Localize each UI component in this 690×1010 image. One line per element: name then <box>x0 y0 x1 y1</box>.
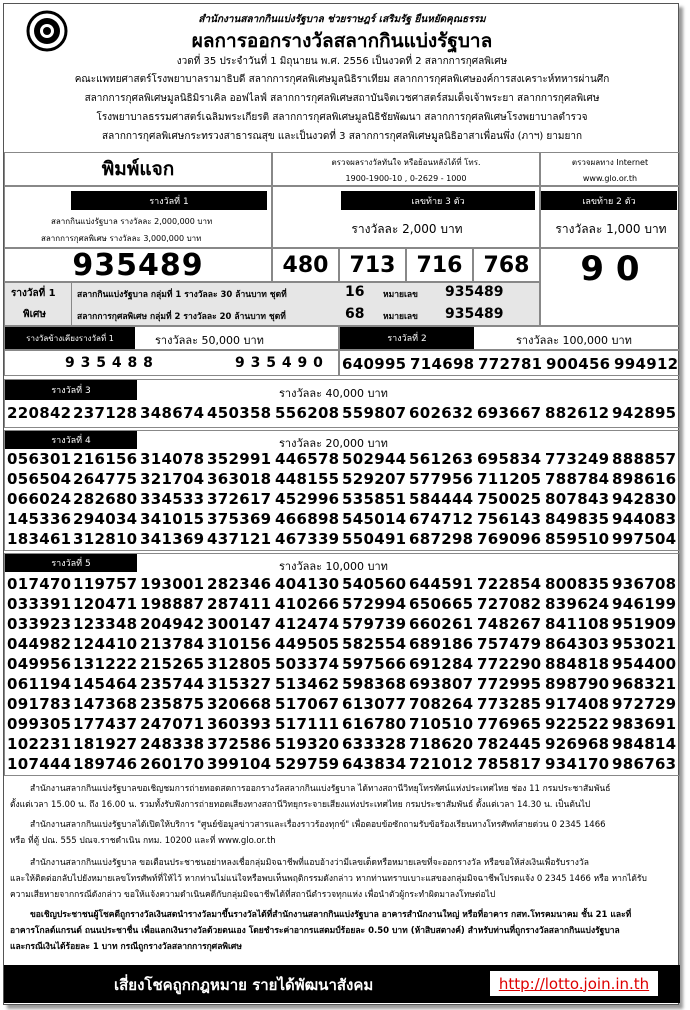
second-number: 900456 <box>546 355 611 373</box>
fifth-number: 503374 <box>275 655 340 673</box>
note-text: และให้ติดต่อกลับไปยังหมายเลขโทรศัพท์ที่ให้ไว้ หากท่านไม่แน่ใจหรือพบเห็นพฤติกรรมดังกล่าว หากท่านทราบเบาะแสของกลุ่มมิจฉาชีพโปรดแจ้ง 0 2345 1466 หรือ หากได้รับ <box>10 874 647 884</box>
fourth-number: 674712 <box>409 510 474 528</box>
fifth-number: 864303 <box>545 635 610 653</box>
fifth-number: 248338 <box>140 735 205 753</box>
fourth-number: 056301 <box>7 450 72 468</box>
note-text: ความเสียหายจากกรณีดังกล่าว ขอให้แจ้งความดำเนินคดีกับกลุ่มมิจฉาชีพได้ที่สถานีตำรวจทุกแห่ง เพื่อนำตัวผู้กระทำผิดมาลงโทษต่อไป <box>10 890 496 900</box>
fifth-number: 410266 <box>275 595 340 613</box>
fifth-label: รางวัลที่ 5 <box>5 554 137 572</box>
special-row-no-label: หมายเลข <box>383 312 418 322</box>
fifth-number: 529759 <box>275 755 340 773</box>
fourth-number: 711205 <box>477 470 542 488</box>
fifth-number: 613077 <box>342 695 407 713</box>
footer-slogan: เสี่ยงโชคถูกกฎหมาย รายได้พัฒนาสังคม <box>114 976 374 994</box>
near-first-numbers <box>4 350 339 376</box>
fifth-number: 776965 <box>477 715 542 733</box>
fifth-number: 404130 <box>275 575 340 593</box>
last2-box <box>540 186 680 248</box>
phone-check-text: ตรวจผลรางวัลทันใจ หรือย้อนหลังได้ที่ โทร. <box>331 158 481 167</box>
fourth-number: 446578 <box>275 450 340 468</box>
fifth-number: 708264 <box>409 695 474 713</box>
fifth-number: 898790 <box>545 675 610 693</box>
fourth-number: 372617 <box>207 490 272 508</box>
fifth-number: 693807 <box>409 675 474 693</box>
fifth-number: 748267 <box>477 615 542 633</box>
fourth-number: 145336 <box>7 510 72 528</box>
fifth-number: 131222 <box>73 655 138 673</box>
fifth-number: 091783 <box>7 695 72 713</box>
special-row-desc: สลากการกุศลพิเศษ กลุ่มที่ 2 รางวัลละ 20 ล้านบาท ชุดที่ <box>77 312 286 322</box>
fifth-number: 946199 <box>612 595 677 613</box>
phone-check-box <box>272 152 540 186</box>
near-first-number: 9 3 5 4 8 8 <box>65 355 154 371</box>
lottery-result-sheet <box>3 3 679 1005</box>
near-first-number: 9 3 5 4 9 0 <box>235 355 324 371</box>
near-first-prize: รางวัลละ 50,000 บาท <box>155 334 264 347</box>
special-row-number: 935489 <box>445 284 504 300</box>
fifth-number: 757479 <box>477 635 542 653</box>
special-row-desc: สลากกินแบ่งรัฐบาล กลุ่มที่ 1 รางวัลละ 30 ล้านบาท ชุดที่ <box>77 290 287 300</box>
special-row-set: 16 <box>345 284 365 300</box>
fifth-number: 120471 <box>73 595 138 613</box>
near-first-header <box>4 326 339 350</box>
note-text: สำนักงานสลากกินแบ่งรัฐบาลได้เปิดให้บริการ "ศูนย์ข้อมูลข่าวสารและเรื่องราวร้องทุกข์" เพื่อตอบข้อซักถามรับข้อร้องเรียนทางโทรศัพท์สายด่วน 0 2345 1466 <box>30 820 606 830</box>
fifth-number: 282346 <box>207 575 272 593</box>
fifth-number: 519320 <box>275 735 340 753</box>
fourth-number: 769096 <box>477 530 542 548</box>
fifth-number: 718620 <box>409 735 474 753</box>
fifth-number: 181927 <box>73 735 138 753</box>
fourth-number: 807843 <box>545 490 610 508</box>
internet-label: ตรวจผลทาง Internet <box>571 158 649 167</box>
second-label: รางวัลที่ 2 <box>340 327 474 349</box>
fifth-number: 360393 <box>207 715 272 733</box>
fifth-number: 839624 <box>545 595 610 613</box>
fifth-number: 954400 <box>612 655 677 673</box>
fifth-number: 660261 <box>409 615 474 633</box>
fifth-number: 841108 <box>545 615 610 633</box>
fifth-number: 917408 <box>545 695 610 713</box>
header <box>4 4 680 152</box>
third-number: 556208 <box>275 404 340 422</box>
fourth-number: 294034 <box>73 510 138 528</box>
note-text: ขอเชิญประชาชนผู้โชคดีถูกรางวัลเงินสดนำรางวัลมาขึ้นรางวัลได้ที่สำนักงานสลากกินแบ่งรัฐบาล อาคารสำนักงานใหญ่ หรือที่อาคาร กสท.โทรคมนาคม ชั้น 21 และที่ <box>30 910 632 920</box>
special-row-no-label: หมายเลข <box>383 290 418 300</box>
first-prize-line: สลากการกุศลพิเศษ รางวัลละ 3,000,000 บาท <box>41 234 202 243</box>
third-number: 942895 <box>612 404 677 422</box>
fourth-number: 944083 <box>612 510 677 528</box>
fifth-number: 049956 <box>7 655 72 673</box>
fifth-number: 782445 <box>477 735 542 753</box>
second-header <box>339 326 680 350</box>
fifth-number: 147368 <box>73 695 138 713</box>
draw-info: งวดที่ 35 ประจำวันที่ 1 มิถุนายน พ.ศ. 2556 เป็นงวดที่ 2 สลากการกุศลพิเศษ <box>176 56 508 67</box>
fifth-number: 513462 <box>275 675 340 693</box>
fifth-number: 800835 <box>545 575 610 593</box>
fourth-number: 056504 <box>7 470 72 488</box>
third-number: 602632 <box>409 404 474 422</box>
fourth-label: รางวัลที่ 4 <box>5 431 137 449</box>
charity-line: สลากการกุศลพิเศษกระทรวงสาธารณสุข และเป็นงวดที่ 3 สลากการกุศลพิเศษมูลนิธิอาสาเพื่อนพึ่ง (ภาฯ) ยามยาก <box>101 131 583 142</box>
fifth-number: 785817 <box>477 755 542 773</box>
fifth-number: 412474 <box>275 615 340 633</box>
fourth-number: 849835 <box>545 510 610 528</box>
third-number: 693667 <box>477 404 542 422</box>
fifth-number: 099305 <box>7 715 72 733</box>
charity-line: คณะแพทยศาสตร์โรงพยาบาลรามาธิบดี สลากการกุศลพิเศษมูลนิธิราเทียม สลากการกุศลพิเศษองค์การสงเคราะห์ทหารผ่านศึก <box>74 74 610 85</box>
charity-line: โรงพยาบาลธรรมศาสตร์เฉลิมพระเกียรติ สลากการกุศลพิเศษมูลนิธิชัยพัฒนา สลากการกุศลพิเศษโรงพยาบาลตำรวจ <box>96 112 588 123</box>
fifth-number: 540560 <box>342 575 407 593</box>
second-numbers <box>339 350 680 376</box>
fifth-number: 312805 <box>207 655 272 673</box>
fifth-number: 017470 <box>7 575 72 593</box>
fifth-number: 198887 <box>140 595 205 613</box>
fifth-number: 320668 <box>207 695 272 713</box>
website-link[interactable]: www.glo.or.th <box>582 174 638 183</box>
fourth-number: 529207 <box>342 470 407 488</box>
fifth-number: 598368 <box>342 675 407 693</box>
special-label: พิเศษ <box>23 309 46 320</box>
fifth-number: 934170 <box>545 755 610 773</box>
second-number: 714698 <box>410 355 475 373</box>
fourth-number: 888857 <box>612 450 677 468</box>
fourth-number: 466898 <box>275 510 340 528</box>
fifth-number: 772995 <box>477 675 542 693</box>
fourth-number: 282680 <box>73 490 138 508</box>
fifth-number: 582554 <box>342 635 407 653</box>
third-number: 450358 <box>207 404 272 422</box>
fifth-number: 986763 <box>612 755 677 773</box>
second-number: 994912 <box>614 355 679 373</box>
fifth-number: 189746 <box>73 755 138 773</box>
fourth-number: 341015 <box>140 510 205 528</box>
fifth-number: 235875 <box>140 695 205 713</box>
fifth-number: 124410 <box>73 635 138 653</box>
fifth-number: 633328 <box>342 735 407 753</box>
fourth-number: 066024 <box>7 490 72 508</box>
fourth-number: 695834 <box>477 450 542 468</box>
fourth-number: 535851 <box>342 490 407 508</box>
fourth-number: 363018 <box>207 470 272 488</box>
fourth-number: 898616 <box>612 470 677 488</box>
fifth-number: 193001 <box>140 575 205 593</box>
note-text: อาคารโกลด์แกรนด์ ถนนประชาชื่น เพื่อแลกเงินรางวัลด้วยตนเอง โดยชำระค่าอากรแสตมป์ร้อยละ 0.50 บาท (ห้าสิบสตางค์) สำหรับท่านที่ถูกรางวัลสลากกินแบ่งรัฐบาล <box>10 926 620 936</box>
note-text: ตั้งแต่เวลา 15.00 น. ถึง 16.00 น. รวมทั้งรับฟังการถ่ายทอดเสียงทางสถานีวิทยุกระจายเสียงแห่งประเทศไทย กรมประชาสัมพันธ์ ตั้งแต่เวลา 14.30 น. เป็นต้นไป <box>10 800 591 810</box>
fourth-number: 448155 <box>275 470 340 488</box>
fifth-number: 310156 <box>207 635 272 653</box>
last3-number: 768 <box>473 248 540 282</box>
fifth-number: 145464 <box>73 675 138 693</box>
fifth-number: 517067 <box>275 695 340 713</box>
fifth-number: 044982 <box>7 635 72 653</box>
fifth-number: 926968 <box>545 735 610 753</box>
fourth-number: 183461 <box>7 530 72 548</box>
fourth-number: 437121 <box>207 530 272 548</box>
phone-numbers: 1900-1900-10 , 0-2629 - 1000 <box>345 174 467 183</box>
fourth-number: 321704 <box>140 470 205 488</box>
last2-label: เลขท้าย 2 ตัว <box>541 191 677 210</box>
third-prize-box <box>4 379 680 428</box>
fifth-number: 953021 <box>612 635 677 653</box>
third-number: 348674 <box>140 404 205 422</box>
office-motto: สำนักงานสลากกินแบ่งรัฐบาล ช่วยราษฎร์ เสริมรัฐ ยืนหยัดคุณธรรม <box>198 14 486 25</box>
fifth-prize: รางวัลละ 10,000 บาท <box>279 560 388 573</box>
last2-number: 9 0 <box>540 248 680 326</box>
fifth-number: 936708 <box>612 575 677 593</box>
fourth-prize: รางวัลละ 20,000 บาท <box>279 437 388 450</box>
first-prize-label: รางวัลที่ 1 <box>71 191 267 210</box>
fifth-number: 107444 <box>7 755 72 773</box>
last3-number: 713 <box>339 248 406 282</box>
fifth-number: 213784 <box>140 635 205 653</box>
fourth-number: 334533 <box>140 490 205 508</box>
third-number: 220842 <box>7 404 72 422</box>
fifth-number: 287411 <box>207 595 272 613</box>
special-prize-box <box>4 282 540 326</box>
footer-url-link[interactable]: http://lotto.join.in.th <box>490 971 658 996</box>
fifth-number: 061194 <box>7 675 72 693</box>
fifth-number: 300147 <box>207 615 272 633</box>
fifth-number: 772290 <box>477 655 542 673</box>
fifth-number: 372586 <box>207 735 272 753</box>
special-label: รางวัลที่ 1 <box>11 288 56 299</box>
last3-number: 480 <box>272 248 339 282</box>
fourth-number: 859510 <box>545 530 610 548</box>
fifth-number: 616780 <box>342 715 407 733</box>
fourth-number: 997504 <box>612 530 677 548</box>
fourth-number: 550491 <box>342 530 407 548</box>
fifth-number: 884818 <box>545 655 610 673</box>
special-row-number: 935489 <box>445 306 504 322</box>
note-text: หรือ ที่ตู้ ปณ. 555 ปณจ.ราชดำเนิน กทม. 10200 และที่ www.glo.or.th <box>10 836 276 846</box>
fourth-number: 375369 <box>207 510 272 528</box>
fourth-number: 577956 <box>409 470 474 488</box>
fourth-number: 545014 <box>342 510 407 528</box>
free-print-label: พิมพ์แจก <box>4 152 272 186</box>
fifth-number: 033923 <box>7 615 72 633</box>
fifth-number: 689186 <box>409 635 474 653</box>
internet-check-box <box>540 152 680 186</box>
near-first-label: รางวัลข้างเคียงรางวัลที่ 1 <box>5 327 135 349</box>
fifth-number: 644591 <box>409 575 474 593</box>
note-text: และกรณีเงินได้ร้อยละ 1 บาท กรณีถูกรางวัลสลากการกุศลพิเศษ <box>10 942 242 952</box>
fifth-number: 984814 <box>612 735 677 753</box>
fourth-number: 312810 <box>73 530 138 548</box>
note-text: สำนักงานสลากกินแบ่งรัฐบาลขอเชิญชมการถ่ายทอดสดการออกรางวัลสลากกินแบ่งรัฐบาล ได้ทางสถานีวิทยุโทรทัศน์แห่งประเทศไทย ช่อง 11 กรมประชาสัมพันธ์ <box>30 784 611 794</box>
fifth-number: 572994 <box>342 595 407 613</box>
fifth-number: 123348 <box>73 615 138 633</box>
fifth-number: 968321 <box>612 675 677 693</box>
fifth-number: 204942 <box>140 615 205 633</box>
fifth-number: 727082 <box>477 595 542 613</box>
fourth-number: 502944 <box>342 450 407 468</box>
second-number: 772781 <box>478 355 543 373</box>
fifth-number: 033391 <box>7 595 72 613</box>
fifth-number: 691284 <box>409 655 474 673</box>
fifth-number: 922522 <box>545 715 610 733</box>
fifth-number: 721012 <box>409 755 474 773</box>
fifth-number: 710510 <box>409 715 474 733</box>
fifth-number: 951909 <box>612 615 677 633</box>
third-number: 237128 <box>73 404 138 422</box>
fourth-number: 750025 <box>477 490 542 508</box>
last2-prize: รางวัลละ 1,000 บาท <box>555 221 667 236</box>
fifth-number: 177437 <box>73 715 138 733</box>
fifth-number: 449505 <box>275 635 340 653</box>
fourth-number: 756143 <box>477 510 542 528</box>
third-prize: รางวัลละ 40,000 บาท <box>279 387 388 400</box>
fifth-number: 983691 <box>612 715 677 733</box>
page-title: ผลการออกรางวัลสลากกินแบ่งรัฐบาล <box>191 30 493 52</box>
note-text: สำนักงานสลากกินแบ่งรัฐบาล ขอเตือนประชาชนอย่าหลงเชื่อกลุ่มมิจฉาชีพที่แอบอ้างว่ามีเลขเด็ดหรือหมายเลขที่จะออกรางวัล หรือขอให้ส่งเงินเพื่อรับรางวัล <box>30 858 589 868</box>
fourth-number: 314078 <box>140 450 205 468</box>
fourth-number: 341369 <box>140 530 205 548</box>
fifth-number: 517111 <box>275 715 340 733</box>
fifth-number: 722854 <box>477 575 542 593</box>
fourth-prize-box <box>4 430 680 551</box>
fourth-number: 352991 <box>207 450 272 468</box>
last3-label: เลขท้าย 3 ตัว <box>341 191 535 210</box>
fifth-number: 247071 <box>140 715 205 733</box>
fifth-number: 773285 <box>477 695 542 713</box>
last3-number: 716 <box>406 248 473 282</box>
fifth-number: 399104 <box>207 755 272 773</box>
charity-line: สลากการกุศลพิเศษมูลนิธิมิราเคิล ออฟไลฟ์ สลากการกุศลพิเศษสถาบันจิตเวชศาสตร์สมเด็จเจ้าพระยา สลากการกุศลพิเศษ <box>84 93 600 104</box>
fifth-number: 215265 <box>140 655 205 673</box>
first-prize-line: สลากกินแบ่งรัฐบาล รางวัลละ 2,000,000 บาท <box>51 217 213 226</box>
fourth-number: 452996 <box>275 490 340 508</box>
first-prize-number: 935489 <box>4 248 272 282</box>
fourth-number: 561263 <box>409 450 474 468</box>
fifth-number: 643834 <box>342 755 407 773</box>
fourth-number: 687298 <box>409 530 474 548</box>
fifth-number: 119757 <box>73 575 138 593</box>
first-prize-box <box>4 186 272 248</box>
third-number: 559807 <box>342 404 407 422</box>
fourth-number: 942830 <box>612 490 677 508</box>
fourth-number: 264775 <box>73 470 138 488</box>
last3-prize: รางวัลละ 2,000 บาท <box>351 221 463 236</box>
fourth-number: 467339 <box>275 530 340 548</box>
fifth-number: 315327 <box>207 675 272 693</box>
third-label: รางวัลที่ 3 <box>5 380 137 400</box>
fifth-number: 579739 <box>342 615 407 633</box>
fifth-number: 102231 <box>7 735 72 753</box>
second-number: 640995 <box>342 355 407 373</box>
fourth-number: 773249 <box>545 450 610 468</box>
fifth-number: 235744 <box>140 675 205 693</box>
fifth-prize-box <box>4 553 680 776</box>
last3-box <box>272 186 540 248</box>
second-prize: รางวัลละ 100,000 บาท <box>516 334 632 347</box>
fourth-number: 216156 <box>73 450 138 468</box>
fifth-number: 972729 <box>612 695 677 713</box>
fifth-number: 260170 <box>140 755 205 773</box>
special-row-set: 68 <box>345 306 365 322</box>
fourth-number: 788784 <box>545 470 610 488</box>
fifth-number: 650665 <box>409 595 474 613</box>
footer-bar <box>4 965 680 1003</box>
fifth-number: 597566 <box>342 655 407 673</box>
fourth-number: 584444 <box>409 490 474 508</box>
third-number: 882612 <box>545 404 610 422</box>
